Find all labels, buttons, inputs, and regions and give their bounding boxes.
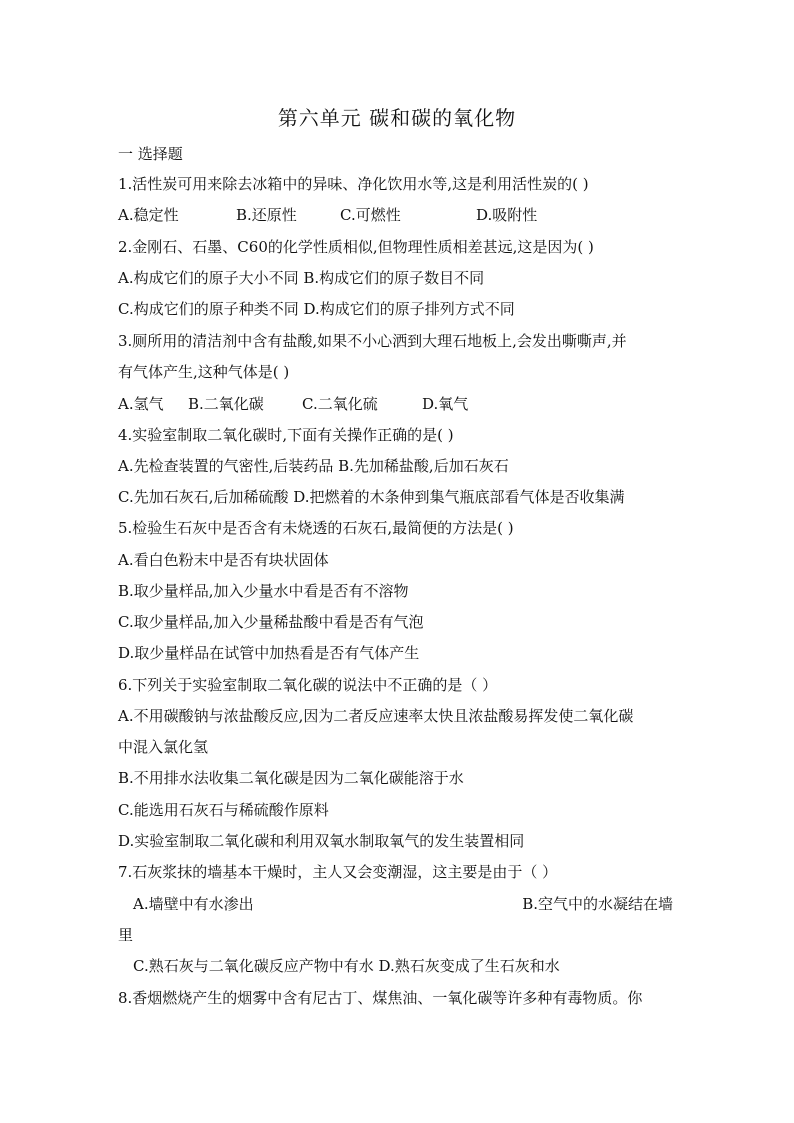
question-7-option-b: B.空气中的水凝结在墙	[522, 895, 673, 913]
question-2-options-ab: A.构成它们的原子大小不同 B.构成它们的原子数目不同	[118, 269, 485, 287]
question-2-options-cd: C.构成它们的原子种类不同 D.构成它们的原子排列方式不同	[118, 300, 515, 318]
question-5-option-d: D.取少量样品在试管中加热看是否有气体产生	[118, 644, 420, 662]
question-1-option-d: D.吸附性	[476, 206, 538, 224]
page-title: 第六单元 碳和碳的氧化物	[277, 106, 517, 130]
question-2-stem: 2.金刚石、石墨、C60的化学性质相似,但物理性质相差甚远,这是因为( )	[118, 238, 594, 256]
question-7-options-cd: C.熟石灰与二氧化碳反应产物中有水 D.熟石灰变成了生石灰和水	[133, 957, 560, 975]
question-6-option-b: B.不用排水法收集二氧化碳是因为二氧化碳能溶于水	[118, 769, 464, 787]
question-3-stem-line-2: 有气体产生,这种气体是( )	[118, 363, 290, 381]
question-7-stem: 7.石灰浆抹的墙基本干燥时，主人又会变潮湿，这主要是由于（ ）	[118, 863, 558, 881]
question-1-option-a: A.稳定性	[118, 206, 179, 224]
question-4-stem: 4.实验室制取二氧化碳时,下面有关操作正确的是( )	[118, 426, 454, 444]
question-3-option-a: A.氢气	[118, 395, 164, 413]
question-1-options	[118, 204, 537, 226]
question-7-option-a: A.墙壁中有水渗出	[133, 895, 254, 913]
question-4-options-ab: A.先检查装置的气密性,后装药品 B.先加稀盐酸,后加石灰石	[118, 457, 509, 475]
question-4-options-cd: C.先加石灰石,后加稀硫酸 D.把燃着的木条伸到集气瓶底部看气体是否收集满	[118, 488, 625, 506]
question-5-option-a: A.看白色粉末中是否有块状固体	[118, 551, 329, 569]
question-7-options-ab	[133, 893, 673, 915]
question-1-option-c: C.可燃性	[340, 206, 401, 224]
question-6-option-a-line-1: A.不用碳酸钠与浓盐酸反应,因为二者反应速率太快且浓盐酸易挥发使二氧化碳	[118, 707, 634, 725]
question-5-stem: 5.检验生石灰中是否含有未烧透的石灰石,最简便的方法是( )	[118, 519, 514, 537]
question-5-option-c: C.取少量样品,加入少量稀盐酸中看是否有气泡	[118, 613, 424, 631]
question-1-stem: 1.活性炭可用来除去冰箱中的异味、净化饮用水等,这是利用活性炭的( )	[118, 175, 589, 193]
question-5-option-b: B.取少量样品,加入少量水中看是否有不溶物	[118, 582, 409, 600]
question-1-option-b: B.还原性	[236, 206, 297, 224]
question-6-option-d: D.实验室制取二氧化碳和利用双氧水制取氧气的发生装置相同	[118, 832, 525, 850]
question-6-option-c: C.能选用石灰石与稀硫酸作原料	[118, 801, 329, 819]
question-3-options	[118, 393, 468, 415]
question-3-option-b: B.二氧化碳	[188, 395, 264, 413]
question-6-option-a-line-2: 中混入氯化氢	[118, 738, 209, 756]
question-3-option-c: C.二氧化硫	[302, 395, 378, 413]
section-heading: 一 选择题	[118, 145, 183, 163]
question-6-stem: 6.下列关于实验室制取二氧化碳的说法中不正确的是（ ）	[118, 676, 498, 694]
question-3-option-d: D.氧气	[422, 395, 469, 413]
question-7-option-b-continued: 里	[118, 926, 134, 944]
question-8-stem: 8.香烟燃烧产生的烟雾中含有尼古丁、煤焦油、一氧化碳等许多种有毒物质。你	[118, 989, 643, 1007]
question-3-stem-line-1: 3.厕所用的清洁剂中含有盐酸,如果不小心洒到大理石地板上,会发出嘶嘶声,并	[118, 332, 627, 350]
